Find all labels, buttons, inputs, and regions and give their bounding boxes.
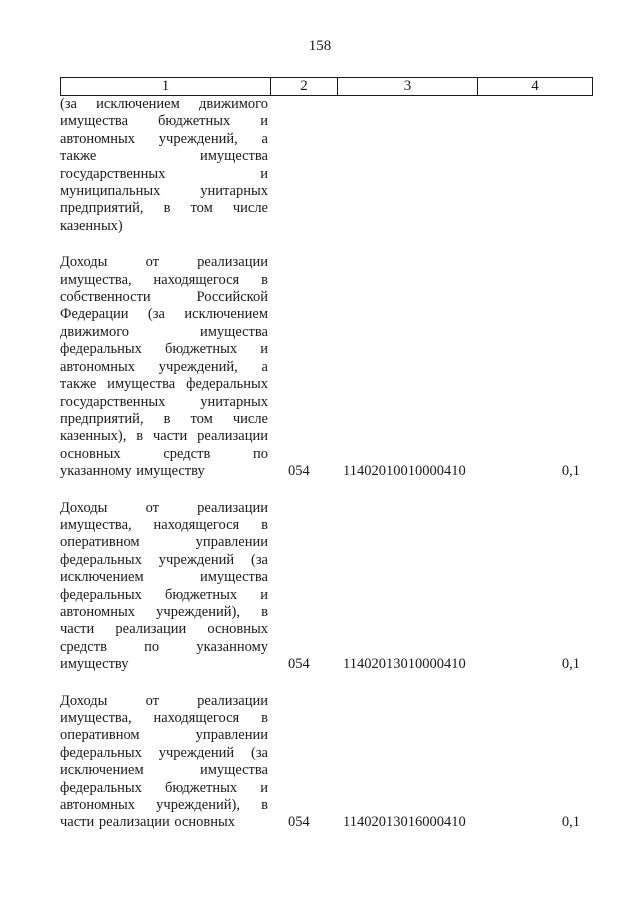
description-line: федеральных учреждений (за	[60, 551, 268, 568]
amount-cell: 0,1	[561, 463, 580, 480]
admin-code-cell: 054	[288, 814, 310, 831]
description-line: имуществу	[60, 656, 129, 673]
description-line: движимого имущества	[60, 323, 268, 340]
description-line: части реализации основных	[60, 814, 236, 831]
description-line: основных средств по	[60, 445, 268, 462]
budget-code-cell: 11402013010000410	[343, 656, 466, 673]
description-line: государственных унитарных	[60, 393, 268, 410]
description-line: автономных учреждений, а	[60, 130, 268, 147]
description-line: также имущества федеральных	[60, 376, 268, 393]
table-row	[60, 96, 588, 235]
table-row	[60, 500, 588, 674]
description-line: автономных учреждений), в	[60, 797, 268, 814]
budget-code-cell: 11402010010000410	[343, 463, 466, 480]
admin-code-cell: 054	[288, 463, 310, 480]
page-number: 158	[308, 38, 332, 54]
description-line: также имущества	[60, 148, 268, 165]
row-description	[60, 96, 268, 235]
description-line: Доходы от реализации	[60, 254, 268, 271]
budget-code-cell: 11402013016000410	[343, 814, 466, 831]
description-line: казенных)	[60, 217, 123, 234]
row-description	[60, 500, 268, 674]
description-line: имущества, находящегося в	[60, 271, 268, 288]
description-line: имущества, находящегося в	[60, 710, 268, 726]
description-line: оперативном управлении	[60, 727, 268, 744]
column-header-2: 2	[271, 78, 338, 96]
description-line: исключением имущества	[60, 762, 268, 779]
description-line: Доходы от реализации	[60, 499, 268, 516]
description-line: имущества бюджетных и	[60, 113, 268, 130]
description-line: федеральных бюджетных и	[60, 341, 268, 358]
description-line: имущества, находящегося в	[60, 516, 268, 533]
description-line: собственности Российской	[60, 289, 268, 306]
row-description	[60, 693, 268, 832]
column-header-1: 1	[61, 78, 271, 96]
description-line: части реализации основных	[60, 621, 268, 638]
table-row	[60, 254, 588, 480]
description-line: Доходы от реализации	[60, 692, 268, 709]
amount-cell: 0,1	[561, 814, 580, 831]
admin-code-cell: 054	[288, 656, 310, 673]
description-line: предприятий, в том числе	[60, 410, 268, 427]
description-line: Федерации (за исключением	[60, 306, 268, 323]
column-header-row	[61, 78, 593, 96]
description-line: указанному имуществу	[60, 463, 205, 480]
table-row	[60, 693, 588, 832]
column-header-table	[60, 77, 593, 96]
description-line: федеральных бюджетных и	[60, 586, 268, 603]
table-body	[60, 96, 588, 832]
description-line: муниципальных унитарных	[60, 183, 268, 200]
description-line: средств по указанному	[60, 638, 268, 655]
row-description	[60, 254, 268, 480]
amount-cell: 0,1	[561, 656, 580, 673]
description-line: (за исключением движимого	[60, 96, 268, 112]
description-line: оперативном управлении	[60, 534, 268, 551]
description-line: автономных учреждений, а	[60, 358, 268, 375]
description-line: предприятий, в том числе	[60, 200, 268, 217]
description-line: казенных), в части реализации	[60, 428, 268, 445]
description-line: федеральных учреждений (за	[60, 744, 268, 761]
column-header-4: 4	[478, 78, 593, 96]
description-line: федеральных бюджетных и	[60, 779, 268, 796]
description-line: автономных учреждений), в	[60, 603, 268, 620]
description-line: государственных и	[60, 165, 268, 182]
description-line: исключением имущества	[60, 569, 268, 586]
column-header-3: 3	[338, 78, 478, 96]
